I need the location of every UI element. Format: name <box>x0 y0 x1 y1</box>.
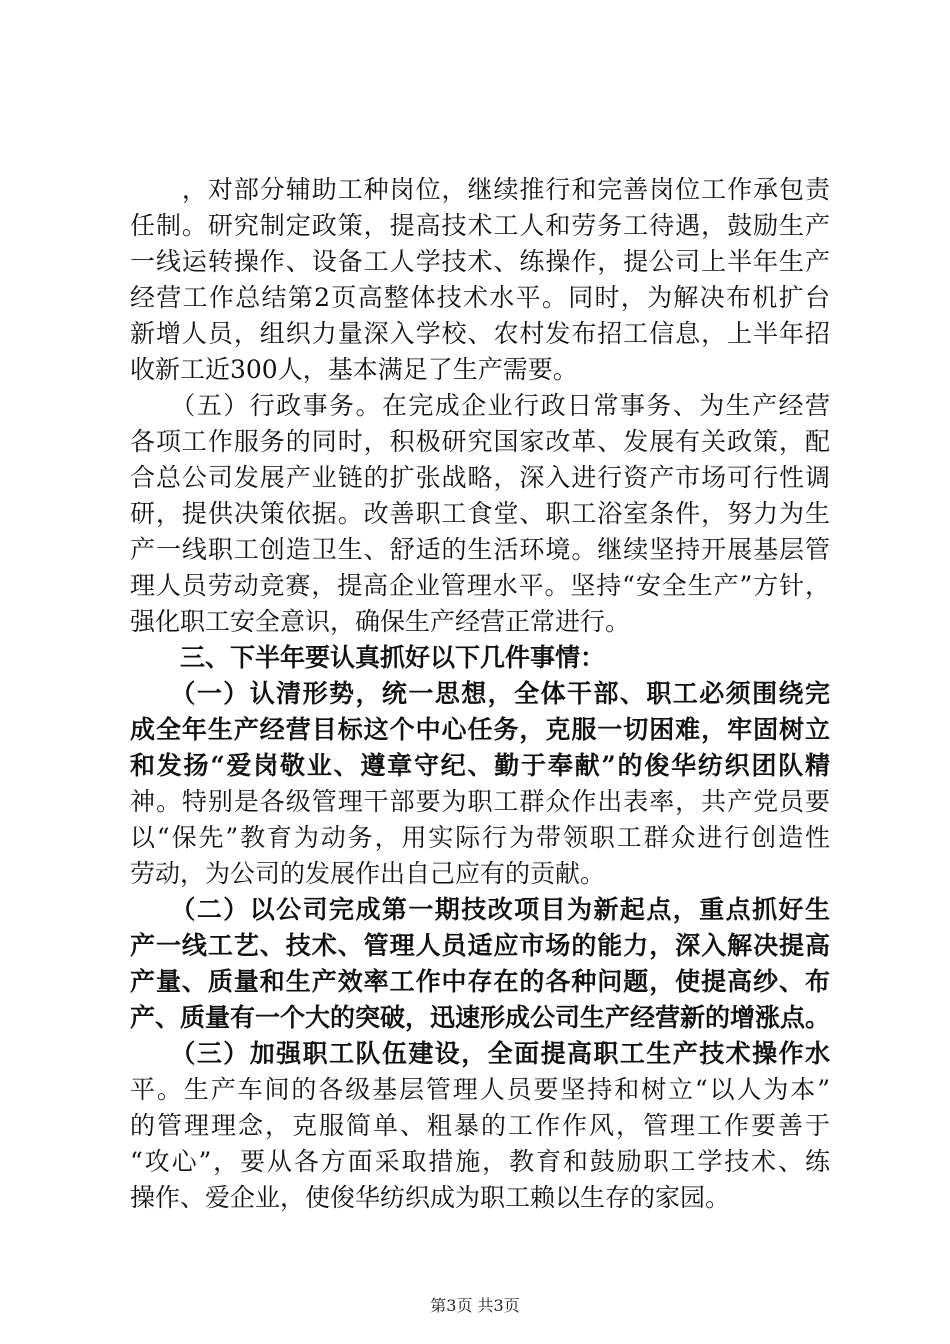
body-text-line: （一）认清形势，统一思想，全体干部、职工必须围绕完 <box>130 679 830 708</box>
body-text-line: 神。特别是各级管理干部要为职工群众作出表率，共产党员要 <box>130 787 830 816</box>
body-text-line: 经营工作总结第2页高整体技术水平。同时，为解决布机扩台 <box>130 283 830 312</box>
body-text-line: 产一线职工创造卫生、舒适的生活环境。继续坚持开展基层管 <box>130 535 830 564</box>
body-text-line: 成全年生产经营目标这个中心任务，克服一切困难，牢固树立 <box>130 715 830 744</box>
body-text-line: （二）以公司完成第一期技改项目为新起点，重点抓好生 <box>130 895 830 924</box>
body-text-line: 收新工近300人，基本满足了生产需要。 <box>130 355 578 384</box>
section-heading: 三、下半年要认真抓好以下几件事情： <box>130 643 606 672</box>
body-text-line: 产量、质量和生产效率工作中存在的各种问题，使提高纱、布 <box>130 967 830 996</box>
page-footer: 第3页 共3页 <box>430 1296 520 1315</box>
body-text-line: “攻心”，要从各方面采取措施，教育和鼓励职工学技术、练 <box>130 1147 830 1176</box>
body-text-line: ，对部分辅助工种岗位，继续推行和完善岗位工作承包责 <box>130 175 830 204</box>
body-text-line: 各项工作服务的同时，积极研究国家改革、发展有关政策，配 <box>130 427 830 456</box>
body-text-line: 劳动，为公司的发展作出自己应有的贡献。 <box>130 859 606 888</box>
body-text-line: 理人员劳动竞赛，提高企业管理水平。坚持“安全生产”方针， <box>130 571 830 600</box>
body-text-line: 产、质量有一个大的突破，迅速形成公司生产经营新的增涨点。 <box>130 1003 831 1032</box>
body-text-line: （三）加强职工队伍建设，全面提高职工生产技术操作水 <box>130 1039 830 1068</box>
body-text-line: 合总公司发展产业链的扩张战略，深入进行资产市场可行性调 <box>130 463 830 492</box>
body-text-line: 平。生产车间的各级基层管理人员要坚持和树立“以人为本” <box>130 1075 830 1104</box>
body-text-line: 操作、爱企业，使俊华纺织成为职工赖以生存的家园。 <box>130 1183 731 1212</box>
body-text-line: 和发扬“爱岗敬业、遵章守纪、勤于奉献”的俊华纺织团队精 <box>130 751 830 780</box>
body-text-line: 的管理理念，克服简单、粗暴的工作作风，管理工作要善于 <box>130 1111 830 1140</box>
body-text-line: 研，提供决策依据。改善职工食堂、职工浴室条件，努力为生 <box>130 499 830 528</box>
body-text-line: 以“保先”教育为动务，用实际行为带领职工群众进行创造性 <box>130 823 830 852</box>
body-text-line: 一线运转操作、设备工人学技术、练操作，提公司上半年生产 <box>130 247 830 276</box>
body-text-line: 强化职工安全意识，确保生产经营正常进行。 <box>130 607 631 636</box>
body-text-line: （五）行政事务。在完成企业行政日常事务、为生产经营 <box>130 391 830 420</box>
body-text-line: 产一线工艺、技术、管理人员适应市场的能力，深入解决提高 <box>130 931 830 960</box>
body-text-line: 任制。研究制定政策，提高技术工人和劳务工待遇，鼓励生产 <box>130 211 830 240</box>
body-text-line: 新增人员，组织力量深入学校、农村发布招工信息，上半年招 <box>130 319 830 348</box>
